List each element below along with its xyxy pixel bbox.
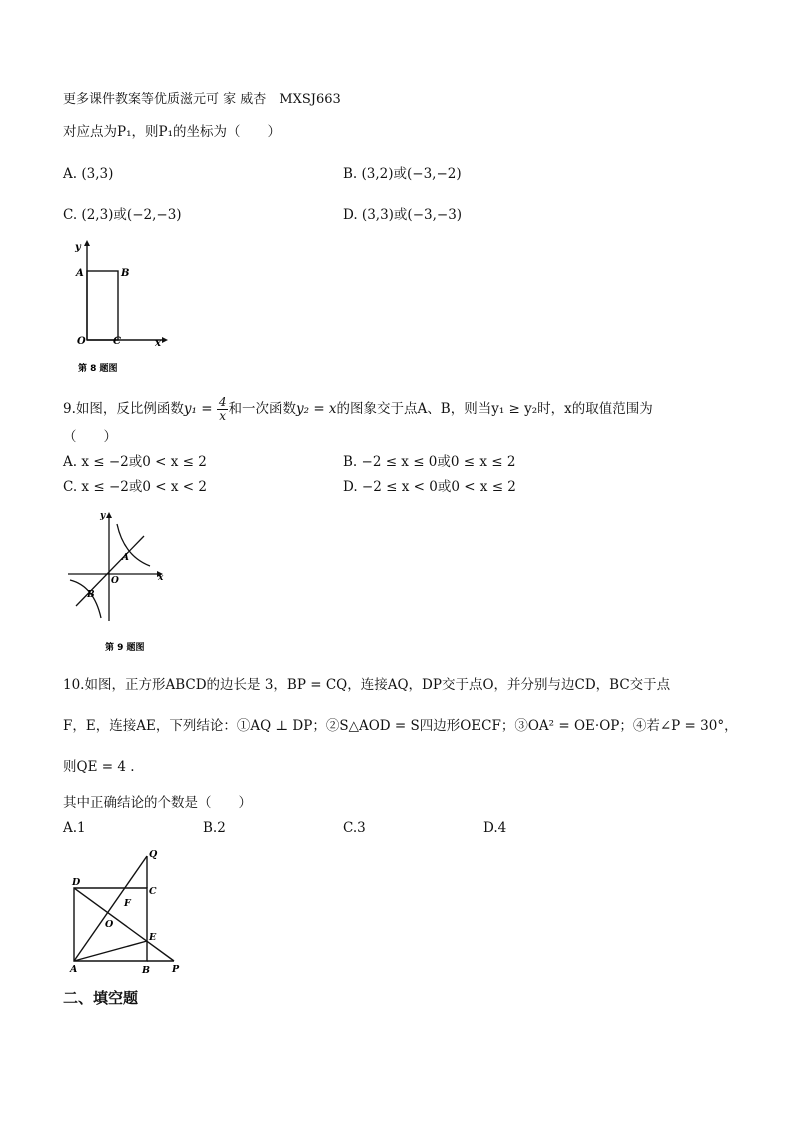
q10-label-o: O bbox=[105, 919, 114, 930]
q9-stem-prefix: 9.如图，反比例函数 bbox=[63, 401, 184, 417]
q10-line-aq bbox=[74, 856, 147, 961]
q10-line-ae bbox=[74, 941, 147, 961]
q10-line2: F，E，连接AE，下列结论：①AQ ⊥ DP；②S△AOD = S四边形OECF；③OA² = OE·OP；④若∠P = 30°， bbox=[63, 718, 738, 734]
q9-frac-den: x bbox=[219, 409, 227, 423]
q10-label-b: B bbox=[142, 965, 151, 976]
q8-stem: 对应点为P₁，则P₁的坐标为（ ） bbox=[63, 124, 281, 140]
q9-stem bbox=[63, 396, 653, 423]
q10-label-e: E bbox=[149, 932, 157, 943]
q9-func1: y₁ = bbox=[183, 401, 213, 417]
q8-label-a: A bbox=[76, 268, 84, 279]
q8-x-arrow bbox=[162, 337, 168, 343]
q10-line3: 则QE = 4 . bbox=[63, 759, 135, 775]
section-title: 二、填空题 bbox=[63, 989, 139, 1007]
q9-stem-mid: 和一次函数 bbox=[228, 401, 296, 417]
q8-caption: 第 8 题图 bbox=[78, 364, 118, 374]
q10-label-f: F bbox=[124, 898, 131, 909]
q9-option-b: B. −2 ≤ x ≤ 0或0 ≤ x ≤ 2 bbox=[343, 454, 516, 470]
q10-label-a: A bbox=[70, 964, 78, 975]
q10-line4: 其中正确结论的个数是（ ） bbox=[63, 795, 252, 811]
q8-option-b: B. (3,2)或(−3,−2) bbox=[343, 166, 462, 182]
q9-option-a: A. x ≤ −2或0 < x ≤ 2 bbox=[63, 454, 207, 470]
q9-label-a: A bbox=[122, 553, 129, 563]
q10-option-c: C.3 bbox=[343, 820, 366, 836]
q8-label-b: B bbox=[121, 268, 130, 279]
q10-label-c: C bbox=[149, 886, 157, 897]
q9-stem-suffix: 的图象交于点A、B，则当y₁ ≥ y₂时，x的取值范围为 bbox=[336, 401, 653, 417]
q8-option-c: C. (2,3)或(−2,−3) bbox=[63, 207, 182, 223]
q9-label-y: y bbox=[100, 511, 106, 521]
q8-option-a: A. (3,3) bbox=[63, 166, 114, 182]
q9-label-x: x bbox=[158, 573, 164, 583]
q8-label-y: y bbox=[75, 242, 81, 253]
q10-label-p: P bbox=[172, 964, 180, 975]
q9-frac-num: 4 bbox=[218, 395, 227, 409]
q10-option-a: A.1 bbox=[63, 820, 86, 836]
q9-label-b: B bbox=[87, 590, 95, 600]
q10-option-b: B.2 bbox=[203, 820, 226, 836]
q9-figure bbox=[62, 506, 172, 656]
q8-label-x: x bbox=[155, 338, 161, 349]
q9-paren: （ ） bbox=[63, 429, 117, 445]
q8-label-c: C bbox=[113, 336, 121, 347]
q10-label-d: D bbox=[72, 877, 81, 888]
q9-label-o: O bbox=[111, 576, 119, 586]
q9-y-arrow bbox=[106, 512, 112, 518]
q9-option-c: C. x ≤ −2或0 < x < 2 bbox=[63, 479, 207, 495]
q8-rectangle bbox=[87, 271, 118, 340]
q9-caption: 第 9 题图 bbox=[105, 643, 145, 653]
q8-y-arrow bbox=[84, 240, 90, 246]
q10-option-d: D.4 bbox=[483, 820, 507, 836]
q10-line1: 10.如图，正方形ABCD的边长是 3，BP = CQ，连接AQ，DP交于点O，并分别与边CD，BC交于点 bbox=[63, 677, 671, 693]
q8-label-o: O bbox=[77, 336, 86, 347]
q8-option-d: D. (3,3)或(−3,−3) bbox=[343, 207, 463, 223]
q10-figure bbox=[62, 844, 192, 979]
q9-option-d: D. −2 ≤ x < 0或0 < x ≤ 2 bbox=[343, 479, 516, 495]
header-watermark: 更多课件教案等优质滋元可 家 威杏 MXSJ663 bbox=[63, 92, 341, 107]
q10-label-q: Q bbox=[149, 849, 158, 860]
q9-func2: y₂ = x bbox=[295, 401, 337, 417]
q8-figure bbox=[60, 236, 180, 376]
q9-fraction bbox=[217, 396, 229, 423]
